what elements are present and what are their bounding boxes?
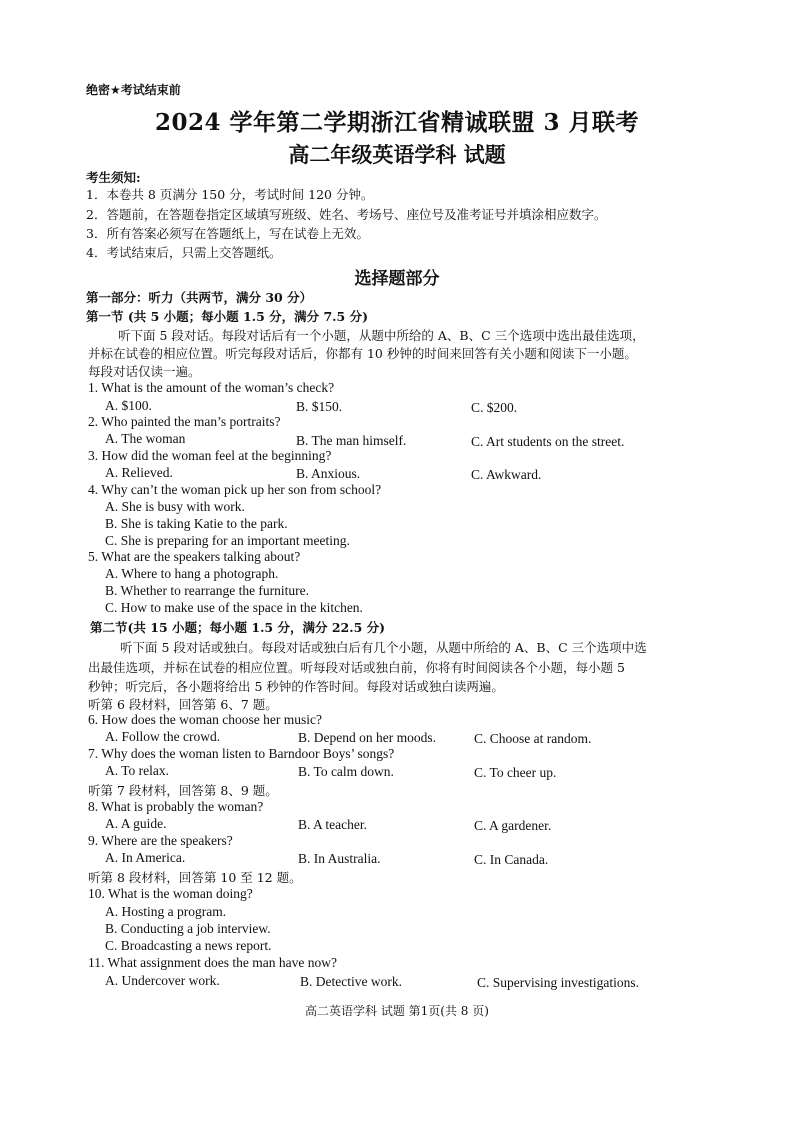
notice-item: 3．所有答案必须写在答题纸上，写在试卷上无效。 <box>86 226 369 241</box>
option-b: B. A teacher. <box>298 817 367 832</box>
section1-heading: 第一节 (共 5 小题；每小题 1.5 分，满分 7.5 分) <box>86 309 368 324</box>
material-note: 听第 6 段材料，回答第 6、7 题。 <box>88 697 278 712</box>
notice-item: 4．考试结束后，只需上交答题纸。 <box>86 245 282 260</box>
option-a: A. She is busy with work. <box>105 499 245 514</box>
question-stem: 8. What is probably the woman? <box>88 799 264 814</box>
option-c: C. Awkward. <box>471 467 542 482</box>
question-stem: 2. Who painted the man’s portraits? <box>88 414 281 429</box>
option-b: B. She is taking Katie to the park. <box>105 516 288 531</box>
option-c: C. How to make use of the space in the kitchen. <box>105 600 363 615</box>
section2-instruction: 秒钟；听完后，各小题将给出 5 秒钟的作答时间。每段对话或独白读两遍。 <box>88 679 504 694</box>
option-a: A. The woman <box>105 431 186 446</box>
option-b: B. To calm down. <box>298 764 394 779</box>
part1-heading: 第一部分：听力（共两节，满分 30 分） <box>86 290 313 305</box>
option-a: A. In America. <box>105 850 186 865</box>
option-a: A. Where to hang a photograph. <box>105 566 279 581</box>
question-stem: 9. Where are the speakers? <box>88 833 233 848</box>
option-a: A. A guide. <box>105 816 167 831</box>
question-stem: 3. How did the woman feel at the beginning? <box>88 448 332 463</box>
material-note: 听第 8 段材料，回答第 10 至 12 题。 <box>88 870 302 885</box>
page-subtitle: 高二年级英语学科 试题 <box>288 142 506 167</box>
option-c: C. A gardener. <box>474 818 552 833</box>
question-stem: 10. What is the woman doing? <box>88 886 253 901</box>
option-b: B. Whether to rearrange the furniture. <box>105 583 310 598</box>
notice-item: 2．答题前，在答题卷指定区域填写班级、姓名、考场号、座位号及准考证号并填涂相应数字。 <box>86 207 607 222</box>
option-a: A. Undercover work. <box>105 973 220 988</box>
option-c: C. In Canada. <box>474 852 549 867</box>
section1-instruction: 听下面 5 段对话。每段对话后有一个小题，从题中所给的 A、B、C 三个选项中选出最佳选项， <box>118 328 645 343</box>
question-stem: 6. How does the woman choose her music? <box>88 712 322 727</box>
option-b: B. Detective work. <box>300 974 402 989</box>
option-a: A. Hosting a program. <box>105 904 227 919</box>
option-c: C. She is preparing for an important meeting. <box>105 533 350 548</box>
notice-heading: 考生须知: <box>86 170 141 185</box>
option-a: A. $100. <box>105 398 152 413</box>
option-c: C. Choose at random. <box>474 731 592 746</box>
question-stem: 7. Why does the woman listen to Barndoor Boys’ songs? <box>88 746 395 761</box>
option-b: B. Conducting a job interview. <box>105 921 271 936</box>
option-a: A. To relax. <box>105 763 170 778</box>
question-stem: 4. Why can’t the woman pick up her son from school? <box>88 482 382 497</box>
option-b: B. In Australia. <box>298 851 381 866</box>
page-title: 2024 学年第二学期浙江省精诚联盟 3 月联考 <box>154 109 640 136</box>
option-c: C. Broadcasting a news report. <box>105 938 272 953</box>
question-stem: 1. What is the amount of the woman’s check? <box>88 380 335 395</box>
page-footer: 高二英语学科 试题 第1页(共 8 页) <box>305 1004 489 1018</box>
question-stem: 11. What assignment does the man have now? <box>88 955 337 970</box>
option-a: A. Relieved. <box>105 465 173 480</box>
confidential-label: 绝密★考试结束前 <box>86 83 181 97</box>
section1-instruction: 并标在试卷的相应位置。听完每段对话后，你都有 10 秒钟的时间来回答有关小题和阅读下一小题。 <box>88 346 637 361</box>
material-note: 听第 7 段材料，回答第 8、9 题。 <box>88 783 278 798</box>
option-a: A. Follow the crowd. <box>105 729 221 744</box>
section-title: 选择题部分 <box>354 269 440 289</box>
notice-item: 1．本卷共 8 页满分 150 分，考试时间 120 分钟。 <box>86 187 374 202</box>
question-stem: 5. What are the speakers talking about? <box>88 549 301 564</box>
option-b: B. Depend on her moods. <box>298 730 436 745</box>
section1-instruction: 每段对话仅读一遍。 <box>88 364 201 379</box>
option-c: C. Art students on the street. <box>471 434 625 449</box>
option-c: C. $200. <box>471 400 518 415</box>
option-b: B. $150. <box>296 399 343 414</box>
option-b: B. The man himself. <box>296 433 407 448</box>
section2-instruction: 出最佳选项，并标在试卷的相应位置。听每段对话或独白前，你将有时间阅读各个小题，每小题 5 <box>88 660 625 675</box>
option-b: B. Anxious. <box>296 466 361 481</box>
option-c: C. Supervising investigations. <box>477 975 639 990</box>
section2-instruction: 听下面 5 段对话或独白。每段对话或独白后有几个小题，从题中所给的 A、B、C 三个选项中选 <box>120 640 647 655</box>
section2-heading: 第二节(共 15 小题；每小题 1.5 分，满分 22.5 分) <box>90 620 386 635</box>
option-c: C. To cheer up. <box>474 765 557 780</box>
